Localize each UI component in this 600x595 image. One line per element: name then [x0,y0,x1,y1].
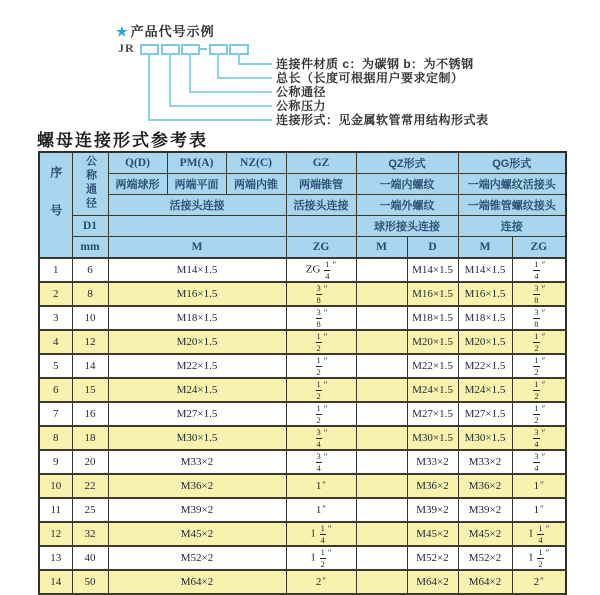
row-m: M22×1.5 [108,354,286,378]
row-m: M16×1.5 [108,282,286,306]
row-seq: 10 [39,474,72,498]
row-dn: 20 [72,450,108,474]
header-qz-m: M [356,237,407,259]
row-qg-m: M22×1.5 [458,354,512,378]
header-empty-gz [286,216,356,237]
header-pm-desc: 两端平面 [167,174,226,195]
row-qz-d: M64×2 [407,570,458,594]
fraction: $\frac{1}{2}$ [316,355,321,377]
table-row [39,522,566,546]
row-qg-zg: $\frac{1}{4}$ ″ [512,258,566,282]
row-qz-d: M14×1.5 [407,258,458,282]
table-row [39,258,566,282]
row-qz-d: M20×1.5 [407,330,458,354]
row-m: M45×2 [108,522,286,546]
row-qz-m [356,258,407,282]
row-m: M18×1.5 [108,306,286,330]
row-seq: 7 [39,402,72,426]
row-gz: 1″ [286,474,356,498]
row-seq: 5 [39,354,72,378]
reference-table [38,151,567,595]
header-pm: PM(A) [167,152,226,174]
fraction: $\frac{3}{8}$ [534,283,539,305]
table-row [39,498,566,522]
row-m: M24×1.5 [108,378,286,402]
fraction: $\frac{1}{2}$ [534,331,539,353]
table-row [39,330,566,354]
row-dn: 16 [72,402,108,426]
row-qg-zg: 1 $\frac{1}{2}$ ″ [512,546,566,570]
header-gz-desc: 两端锥管 [286,174,356,195]
row-seq: 2 [39,282,72,306]
row-seq: 12 [39,522,72,546]
row-qg-zg: 1 $\frac{1}{4}$ ″ [512,522,566,546]
table-row [39,282,566,306]
row-gz: ZG $\frac{1}{4}$ ″ [286,258,356,282]
row-qz-m [356,522,407,546]
header-mm: mm [72,237,108,259]
header-qz-desc1: 一端内螺纹 [356,174,458,195]
table-row [39,354,566,378]
table-row [39,570,566,594]
row-qz-m [356,498,407,522]
row-qz-d: M45×2 [407,522,458,546]
code-label-length: 总长（长度可根据用户要求定制） [276,71,464,85]
row-qz-d: M30×1.5 [407,426,458,450]
row-m: M39×2 [108,498,286,522]
fraction: $\frac{1}{2}$ [316,379,321,401]
header-qg-connection: 连接 [458,216,566,237]
row-seq: 13 [39,546,72,570]
row-qg-zg: $\frac{3}{8}$ ″ [512,282,566,306]
fraction: $\frac{3}{8}$ [534,307,539,329]
table-row [39,450,566,474]
row-qg-zg: $\frac{3}{4}$ ″ [512,426,566,450]
code-dash [199,48,207,50]
header-nz-desc: 两端内锥 [226,174,286,195]
header-dn: 公称通径 [72,152,108,216]
fraction: $\frac{3}{8}$ [316,307,321,329]
row-qg-m: M64×2 [458,570,512,594]
row-qz-m [356,354,407,378]
header-seq: 序号 [39,152,72,258]
row-qg-m: M30×1.5 [458,426,512,450]
code-prefix: JR [118,41,135,55]
row-qg-zg: $\frac{1}{2}$ ″ [512,330,566,354]
row-dn: 14 [72,354,108,378]
product-code-title: 产品代号示例 [130,24,215,39]
code-label-material: 连接件材质 c：为碳钢 b：为不锈钢 [276,57,474,71]
header-d1: D1 [72,216,108,237]
row-m: M20×1.5 [108,330,286,354]
row-qg-m: M39×2 [458,498,512,522]
table-title: 螺母连接形式参考表 [37,131,208,150]
header-m: M [108,237,286,259]
row-gz: $\frac{3}{4}$ ″ [286,426,356,450]
row-qg-m: M33×2 [458,450,512,474]
row-qg-zg: $\frac{3}{8}$ ″ [512,306,566,330]
row-gz: $\frac{3}{8}$ ″ [286,282,356,306]
table-row [39,426,566,450]
row-dn: 10 [72,306,108,330]
fraction: $\frac{3}{4}$ [534,427,539,449]
header-q-desc: 两端球形 [108,174,167,195]
row-qg-zg: 1″ [512,474,566,498]
table-header [39,152,566,258]
row-dn: 25 [72,498,108,522]
fraction: $\frac{1}{2}$ [534,355,539,377]
header-qg-desc2: 一端锥管螺纹接头 [458,195,566,216]
row-qz-m [356,570,407,594]
row-qg-m: M52×2 [458,546,512,570]
row-qz-d: M33×2 [407,450,458,474]
row-gz: $\frac{1}{2}$ ″ [286,402,356,426]
row-gz: $\frac{1}{2}$ ″ [286,354,356,378]
row-dn: 15 [72,378,108,402]
row-gz: $\frac{3}{4}$ ″ [286,450,356,474]
table-row [39,546,566,570]
header-qz-d: D [407,237,458,259]
row-gz: $\frac{1}{2}$ ″ [286,378,356,402]
row-seq: 4 [39,330,72,354]
row-qg-m: M16×1.5 [458,282,512,306]
row-gz: $\frac{1}{2}$ ″ [286,330,356,354]
product-code-heading [116,21,215,40]
table-body [39,258,566,594]
row-qz-d: M24×1.5 [407,378,458,402]
table-row [39,402,566,426]
fraction: $\frac{1}{2}$ [534,379,539,401]
row-seq: 8 [39,426,72,450]
row-dn: 18 [72,426,108,450]
row-qz-m [356,426,407,450]
row-dn: 40 [72,546,108,570]
fraction: $\frac{1}{4}$ [534,259,539,281]
row-gz: 1″ [286,498,356,522]
row-qz-d: M36×2 [407,474,458,498]
header-zg: ZG [286,237,356,259]
star-icon: ★ [116,24,129,39]
header-gz: GZ [286,152,356,174]
header-qg-desc1: 一端内螺纹活接头 [458,174,566,195]
row-m: M27×1.5 [108,402,286,426]
row-gz: 1 $\frac{1}{2}$ ″ [286,546,356,570]
row-dn: 6 [72,258,108,282]
row-qg-m: M24×1.5 [458,378,512,402]
row-qz-d: M18×1.5 [407,306,458,330]
row-qz-d: M22×1.5 [407,354,458,378]
header-qz-connection: 球形接头连接 [356,216,458,237]
fraction: $\frac{1}{2}$ [316,403,321,425]
header-gz-connection: 活接头连接 [286,195,356,216]
row-qg-m: M36×2 [458,474,512,498]
header-qg-group: QG形式 [458,152,566,174]
row-seq: 1 [39,258,72,282]
row-qz-d: M16×1.5 [407,282,458,306]
row-m: M36×2 [108,474,286,498]
row-qg-zg: $\frac{1}{2}$ ″ [512,402,566,426]
row-qz-m [356,306,407,330]
fraction: $\frac{1}{4}$ [320,523,325,545]
row-seq: 3 [39,306,72,330]
row-m: M14×1.5 [108,258,286,282]
row-m: M30×1.5 [108,426,286,450]
fraction: $\frac{1}{2}$ [538,547,543,569]
row-qz-m [356,474,407,498]
header-q: Q(D) [108,152,167,174]
fraction: $\frac{3}{4}$ [316,451,321,473]
header-qz-desc2: 一端外螺纹 [356,195,458,216]
row-qg-zg: $\frac{1}{2}$ ″ [512,354,566,378]
header-qg-zg: ZG [512,237,566,259]
row-seq: 14 [39,570,72,594]
fraction: $\frac{1}{2}$ [316,331,321,353]
row-gz: 2″ [286,570,356,594]
code-label-connection: 连接形式：见金属软管常用结构形式表 [276,113,489,127]
connector-line-5 [148,53,272,121]
row-qg-zg: 2″ [512,570,566,594]
row-seq: 11 [39,498,72,522]
code-label-pressure: 公称压力 [276,99,327,113]
row-qg-m: M20×1.5 [458,330,512,354]
fraction: $\frac{1}{4}$ [325,259,330,281]
row-qz-d: M52×2 [407,546,458,570]
fraction: $\frac{1}{2}$ [320,547,325,569]
row-seq: 9 [39,450,72,474]
fraction: $\frac{1}{4}$ [538,523,543,545]
row-m: M64×2 [108,570,286,594]
row-qz-d: M27×1.5 [407,402,458,426]
row-dn: 8 [72,282,108,306]
row-qg-zg: 1″ [512,498,566,522]
row-qz-m [356,402,407,426]
row-qz-m [356,282,407,306]
row-gz: $\frac{3}{8}$ ″ [286,306,356,330]
row-qg-m: M27×1.5 [458,402,512,426]
header-union-connection: 活接头连接 [108,195,286,216]
header-empty-mid [108,216,286,237]
row-dn: 22 [72,474,108,498]
row-qz-m [356,330,407,354]
header-qg-m: M [458,237,512,259]
row-qz-m [356,378,407,402]
row-qg-m: M18×1.5 [458,306,512,330]
header-nz: NZ(C) [226,152,286,174]
row-qz-d: M39×2 [407,498,458,522]
code-label-diameter: 公称通径 [276,85,327,99]
row-qg-zg: $\frac{1}{2}$ ″ [512,378,566,402]
table-row [39,474,566,498]
fraction: $\frac{3}{4}$ [316,427,321,449]
row-gz: 1 $\frac{1}{4}$ ″ [286,522,356,546]
row-qg-m: M14×1.5 [458,258,512,282]
fraction: $\frac{1}{2}$ [534,403,539,425]
table-row [39,378,566,402]
table-row [39,306,566,330]
row-dn: 50 [72,570,108,594]
row-m: M33×2 [108,450,286,474]
row-seq: 6 [39,378,72,402]
fraction: $\frac{3}{8}$ [316,283,321,305]
row-qg-m: M45×2 [458,522,512,546]
row-qz-m [356,450,407,474]
row-qg-zg: $\frac{3}{4}$ ″ [512,450,566,474]
fraction: $\frac{3}{4}$ [534,451,539,473]
row-qz-m [356,546,407,570]
header-qz-group: QZ形式 [356,152,458,174]
row-m: M52×2 [108,546,286,570]
row-dn: 12 [72,330,108,354]
row-dn: 32 [72,522,108,546]
